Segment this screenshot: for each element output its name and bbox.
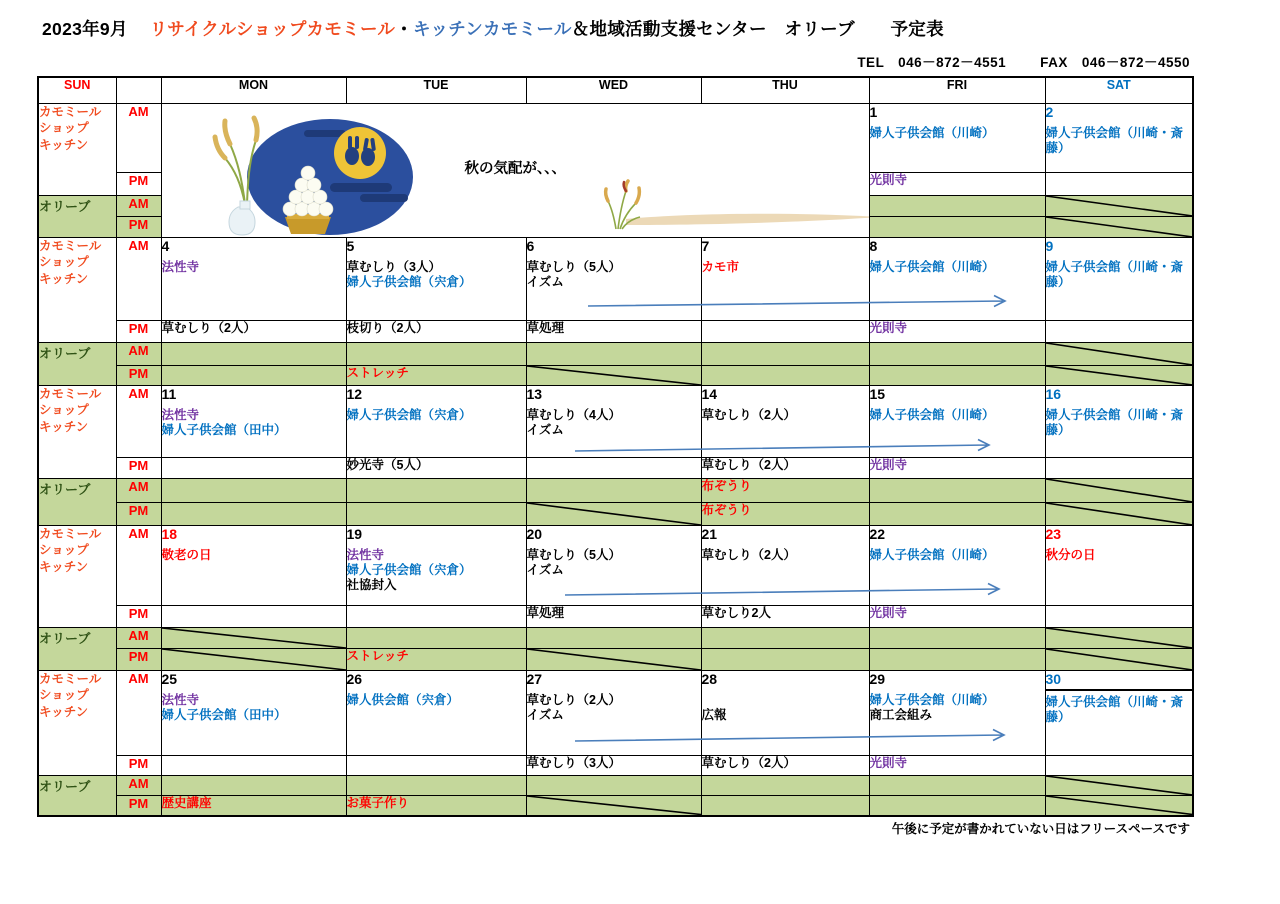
olive-am-cell-9 — [1045, 343, 1193, 366]
illustration-cell — [161, 104, 869, 238]
olive-pm-label: PM — [116, 503, 161, 526]
footer-note: 午後に予定が書かれていない日はフリースペースです — [891, 822, 1190, 836]
weekday-header-SAT: SAT — [1045, 77, 1193, 104]
event: 草むしり（2人） — [701, 458, 796, 472]
crossed-out-line — [527, 503, 701, 525]
olive-am-cell-30 — [1045, 776, 1193, 796]
event: 光則寺 — [869, 756, 908, 770]
pm-cell-14 — [701, 458, 869, 479]
crossed-out-line — [1046, 628, 1193, 648]
olive-am-cell-4 — [161, 343, 346, 366]
tel-number: TEL 046－872－4551 — [857, 55, 1007, 70]
olive-am-cell-14 — [701, 479, 869, 503]
olive-am-cell-12 — [346, 479, 526, 503]
section-label-olive: オリーブ — [38, 343, 116, 386]
day-number: 11 — [161, 386, 177, 402]
pm-label: PM — [116, 756, 161, 776]
olive-pm-cell-23 — [1045, 649, 1193, 671]
title-month: 2023年9月 — [42, 19, 128, 39]
day-number: 19 — [346, 526, 363, 542]
event: 草むしり（3人） — [526, 756, 621, 770]
olive-pm-cell-2 — [1045, 217, 1193, 238]
day-cell-21 — [701, 526, 869, 606]
susuki-plumes — [215, 118, 257, 158]
event: 秋分の日 — [1045, 547, 1096, 562]
day-cell-29 — [869, 671, 1045, 756]
olive-am-cell-21 — [701, 628, 869, 649]
day-cell-14 — [701, 386, 869, 458]
olive-pm-cell-7 — [701, 366, 869, 386]
crossed-out-line — [1046, 366, 1193, 385]
day-cell-19 — [346, 526, 526, 606]
olive-pm-cell-27 — [526, 796, 701, 816]
day-number: 5 — [346, 238, 355, 254]
day-cell-26 — [346, 671, 526, 756]
event: お菓子作り — [346, 796, 410, 810]
weekday-header-ampm — [116, 77, 161, 104]
olive-am-cell-2 — [1045, 196, 1193, 217]
pm-cell-26 — [346, 756, 526, 776]
event: 歴史講座 — [161, 796, 212, 810]
crossed-out-line — [527, 796, 701, 815]
pm-cell-4 — [161, 321, 346, 343]
olive-am-cell-15 — [869, 479, 1045, 503]
olive-pm-cell-29 — [869, 796, 1045, 816]
event: 草処理 — [526, 321, 565, 335]
olive-am-cell-13 — [526, 479, 701, 503]
day-cell-28 — [701, 671, 869, 756]
day-cell-27 — [526, 671, 701, 756]
pm-cell-30 — [1045, 756, 1193, 776]
event: 婦人子供会館（宍倉） — [346, 563, 472, 578]
day-number: 25 — [161, 671, 178, 687]
day-number: 30 — [1045, 671, 1193, 691]
olive-am-cell-16 — [1045, 479, 1193, 503]
olive-pm-cell-14 — [701, 503, 869, 526]
day-cell-11 — [161, 386, 346, 458]
day-number: 12 — [346, 386, 363, 402]
olive-pm-label: PM — [116, 366, 161, 386]
event: 草むしり2人 — [701, 606, 771, 620]
pm-cell-25 — [161, 756, 346, 776]
pm-label: PM — [116, 458, 161, 479]
section-label-kamomile: カモミール ショップ キッチン — [38, 238, 116, 343]
event: 婦人子供会館（川崎・斎藤） — [1045, 407, 1184, 438]
day-cell-9 — [1045, 238, 1193, 321]
crossed-out-line — [1046, 503, 1193, 525]
section-label-kamomile: カモミール ショップ キッチン — [38, 104, 116, 196]
event: 婦人子供会館（田中） — [161, 423, 287, 438]
olive-am-cell-18 — [161, 628, 346, 649]
day-cell-30 — [1045, 671, 1193, 756]
contact-line — [37, 51, 1190, 71]
day-cell-23 — [1045, 526, 1193, 606]
day-cell-13 — [526, 386, 701, 458]
pm-cell-12 — [346, 458, 526, 479]
event: 婦人子供会館（川崎） — [869, 692, 995, 707]
olive-pm-cell-26 — [346, 796, 526, 816]
pm-cell-13 — [526, 458, 701, 479]
event: 草むしり（2人） — [701, 756, 796, 770]
illustration-block — [162, 104, 869, 237]
day-number: 14 — [701, 386, 718, 402]
pm-cell-2 — [1045, 173, 1193, 196]
olive-pm-cell-30 — [1045, 796, 1193, 816]
day-cell-7 — [701, 238, 869, 321]
day-number: 7 — [701, 238, 710, 254]
olive-am-cell-19 — [346, 628, 526, 649]
event: 商工会組み — [869, 708, 933, 723]
event: 社協封入 — [346, 578, 397, 593]
pm-cell-11 — [161, 458, 346, 479]
event: カモ市 — [701, 259, 740, 274]
pm-cell-20 — [526, 606, 701, 628]
event: 婦人子供会館（宍倉） — [346, 407, 472, 422]
pm-cell-7 — [701, 321, 869, 343]
olive-am-cell-5 — [346, 343, 526, 366]
event: 法性寺 — [161, 259, 200, 274]
autumn-caption: 秋の気配が、、、 — [464, 161, 566, 177]
event: 草むしり（5人） — [526, 547, 621, 562]
day-number: 4 — [161, 238, 170, 254]
day-number: 13 — [526, 386, 543, 402]
event: 妙光寺（5人） — [346, 458, 429, 472]
event: イズム — [526, 275, 564, 290]
section-label-olive: オリーブ — [38, 196, 116, 238]
event: 法性寺 — [161, 407, 200, 422]
event: 婦人子供会館（川崎） — [869, 547, 995, 562]
day-cell-2 — [1045, 104, 1193, 173]
olive-pm-cell-4 — [161, 366, 346, 386]
olive-pm-cell-11 — [161, 503, 346, 526]
olive-pm-cell-5 — [346, 366, 526, 386]
pm-cell-19 — [346, 606, 526, 628]
olive-pm-cell-28 — [701, 796, 869, 816]
event: 広報 — [701, 707, 727, 722]
olive-am-cell-20 — [526, 628, 701, 649]
olive-am-cell-1 — [869, 196, 1045, 217]
pm-label: PM — [116, 321, 161, 343]
olive-pm-label: PM — [116, 649, 161, 671]
event: 法性寺 — [161, 692, 200, 707]
olive-pm-cell-1 — [869, 217, 1045, 238]
crossed-out-line — [527, 649, 701, 670]
event: 草むしり（4人） — [526, 407, 621, 422]
day-cell-8 — [869, 238, 1045, 321]
am-label: AM — [116, 386, 161, 458]
pm-cell-5 — [346, 321, 526, 343]
day-cell-5 — [346, 238, 526, 321]
event: 婦人子供会館（田中） — [161, 708, 287, 723]
crossed-out-line — [1046, 776, 1193, 795]
event: 婦人供会館（宍倉） — [346, 692, 460, 707]
am-label: AM — [116, 104, 161, 173]
day-number: 21 — [701, 526, 718, 542]
pm-cell-29 — [869, 756, 1045, 776]
pm-cell-15 — [869, 458, 1045, 479]
pm-label: PM — [116, 173, 161, 196]
crossed-out-line — [1046, 479, 1193, 502]
event: イズム — [526, 708, 564, 723]
olive-am-cell-11 — [161, 479, 346, 503]
event: ストレッチ — [346, 649, 409, 663]
olive-am-label: AM — [116, 479, 161, 503]
day-number: 8 — [869, 238, 878, 254]
section-label-olive: オリーブ — [38, 628, 116, 671]
title-rest: ＆地域活動支援センター オリーブ 予定表 — [571, 19, 944, 39]
event: 敬老の日 — [161, 547, 212, 562]
day-cell-22 — [869, 526, 1045, 606]
olive-am-cell-6 — [526, 343, 701, 366]
calendar-table — [37, 76, 1194, 817]
event: 婦人子供会館（川崎・斎藤） — [1045, 694, 1184, 725]
pm-cell-22 — [869, 606, 1045, 628]
event: 枝切り（2人） — [346, 321, 429, 335]
weekday-header-SUN: SUN — [38, 77, 116, 104]
event: 法性寺 — [346, 547, 385, 562]
title-shop: リサイクルショップカモミール — [149, 19, 396, 39]
olive-am-cell-22 — [869, 628, 1045, 649]
olive-pm-cell-19 — [346, 649, 526, 671]
olive-am-label: AM — [116, 776, 161, 796]
day-number: 23 — [1045, 526, 1062, 542]
section-label-olive: オリーブ — [38, 479, 116, 526]
day-number: 9 — [1045, 238, 1054, 254]
title-kitchen: キッチンカモミール — [413, 19, 572, 39]
olive-am-cell-23 — [1045, 628, 1193, 649]
pm-cell-6 — [526, 321, 701, 343]
pm-cell-28 — [701, 756, 869, 776]
olive-am-cell-28 — [701, 776, 869, 796]
day-cell-12 — [346, 386, 526, 458]
weekday-header-THU: THU — [701, 77, 869, 104]
olive-pm-cell-12 — [346, 503, 526, 526]
event: 婦人子供会館（宍倉） — [346, 275, 472, 290]
event: 婦人子供会館（川崎） — [869, 125, 995, 140]
weekday-header-WED: WED — [526, 77, 701, 104]
event: 草むしり（2人） — [701, 547, 796, 562]
day-number: 2 — [1045, 104, 1054, 120]
olive-pm-label: PM — [116, 796, 161, 816]
event: 草むしり（2人） — [701, 407, 796, 422]
olive-am-label: AM — [116, 628, 161, 649]
event: 婦人子供会館（川崎） — [869, 259, 995, 274]
day-number: 18 — [161, 526, 178, 542]
event: イズム — [526, 423, 564, 438]
olive-am-cell-29 — [869, 776, 1045, 796]
pm-cell-9 — [1045, 321, 1193, 343]
pm-cell-21 — [701, 606, 869, 628]
event: 婦人子供会館（川崎・斎藤） — [1045, 259, 1184, 290]
crossed-out-line — [162, 649, 346, 670]
section-label-kamomile: カモミール ショップ キッチン — [38, 386, 116, 479]
day-number: 22 — [869, 526, 886, 542]
olive-am-cell-25 — [161, 776, 346, 796]
olive-pm-cell-16 — [1045, 503, 1193, 526]
event: 光則寺 — [869, 173, 908, 187]
olive-am-cell-7 — [701, 343, 869, 366]
pm-cell-23 — [1045, 606, 1193, 628]
olive-am-label: AM — [116, 196, 161, 217]
am-label: AM — [116, 671, 161, 756]
olive-pm-cell-13 — [526, 503, 701, 526]
crossed-out-line — [1046, 217, 1193, 237]
pm-cell-1 — [869, 173, 1045, 196]
pm-cell-18 — [161, 606, 346, 628]
pm-label: PM — [116, 606, 161, 628]
day-number: 28 — [701, 671, 718, 687]
event: 婦人子供会館（川崎・斎藤） — [1045, 125, 1184, 156]
day-cell-18 — [161, 526, 346, 606]
day-number: 26 — [346, 671, 363, 687]
olive-pm-cell-22 — [869, 649, 1045, 671]
day-cell-1 — [869, 104, 1045, 173]
day-number: 6 — [526, 238, 535, 254]
event: 布ぞうり — [701, 503, 752, 517]
event: 草むしり（3人） — [346, 259, 441, 274]
event: 草むしり（2人） — [161, 321, 256, 335]
olive-pm-cell-25 — [161, 796, 346, 816]
olive-pm-cell-6 — [526, 366, 701, 386]
day-cell-15 — [869, 386, 1045, 458]
olive-pm-label: PM — [116, 217, 161, 238]
crossed-out-line — [527, 366, 701, 385]
section-label-olive: オリーブ — [38, 776, 116, 816]
section-label-kamomile: カモミール ショップ キッチン — [38, 526, 116, 628]
am-label: AM — [116, 526, 161, 606]
olive-am-cell-8 — [869, 343, 1045, 366]
olive-am-cell-27 — [526, 776, 701, 796]
day-cell-20 — [526, 526, 701, 606]
event: 光則寺 — [869, 458, 908, 472]
weekday-header-MON: MON — [161, 77, 346, 104]
event: ストレッチ — [346, 366, 409, 380]
day-number: 29 — [869, 671, 886, 687]
event: 光則寺 — [869, 321, 908, 335]
event: 婦人子供会館（川崎） — [869, 407, 995, 422]
event: 草むしり（5人） — [526, 259, 621, 274]
day-cell-25 — [161, 671, 346, 756]
event: 草処理 — [526, 606, 565, 620]
page-title — [42, 16, 944, 41]
dango-stand-icon — [285, 217, 331, 234]
vase-icon — [229, 207, 255, 235]
crossed-out-line — [1046, 796, 1193, 815]
olive-pm-cell-20 — [526, 649, 701, 671]
calendar — [37, 76, 1192, 815]
olive-am-label: AM — [116, 343, 161, 366]
olive-pm-cell-15 — [869, 503, 1045, 526]
crossed-out-line — [162, 628, 346, 648]
crossed-out-line — [1046, 343, 1193, 365]
event: 布ぞうり — [701, 479, 752, 493]
olive-pm-cell-9 — [1045, 366, 1193, 386]
olive-pm-cell-8 — [869, 366, 1045, 386]
event — [702, 693, 869, 708]
weekday-header-TUE: TUE — [346, 77, 526, 104]
crossed-out-line — [1046, 196, 1193, 216]
am-label: AM — [116, 238, 161, 321]
weekday-header-row — [38, 77, 1193, 104]
tsukimi-illustration — [208, 110, 440, 238]
day-number: 20 — [526, 526, 543, 542]
crossed-out-line — [1046, 649, 1193, 670]
title-separator: ・ — [395, 19, 414, 39]
olive-am-cell-26 — [346, 776, 526, 796]
pm-cell-27 — [526, 756, 701, 776]
weekday-header-FRI: FRI — [869, 77, 1045, 104]
day-cell-4 — [161, 238, 346, 321]
olive-pm-cell-18 — [161, 649, 346, 671]
event: イズム — [526, 563, 564, 578]
pm-cell-8 — [869, 321, 1045, 343]
event: 草むしり（2人） — [526, 692, 621, 707]
day-cell-16 — [1045, 386, 1193, 458]
day-number: 27 — [526, 671, 543, 687]
susuki-illustration — [592, 179, 870, 233]
day-number: 1 — [869, 104, 878, 120]
fax-number: FAX 046－872－4550 — [1040, 55, 1190, 70]
day-cell-6 — [526, 238, 701, 321]
day-number: 15 — [869, 386, 886, 402]
section-label-kamomile: カモミール ショップ キッチン — [38, 671, 116, 776]
day-number: 16 — [1045, 386, 1062, 402]
pm-cell-16 — [1045, 458, 1193, 479]
event: 光則寺 — [869, 606, 908, 620]
olive-pm-cell-21 — [701, 649, 869, 671]
